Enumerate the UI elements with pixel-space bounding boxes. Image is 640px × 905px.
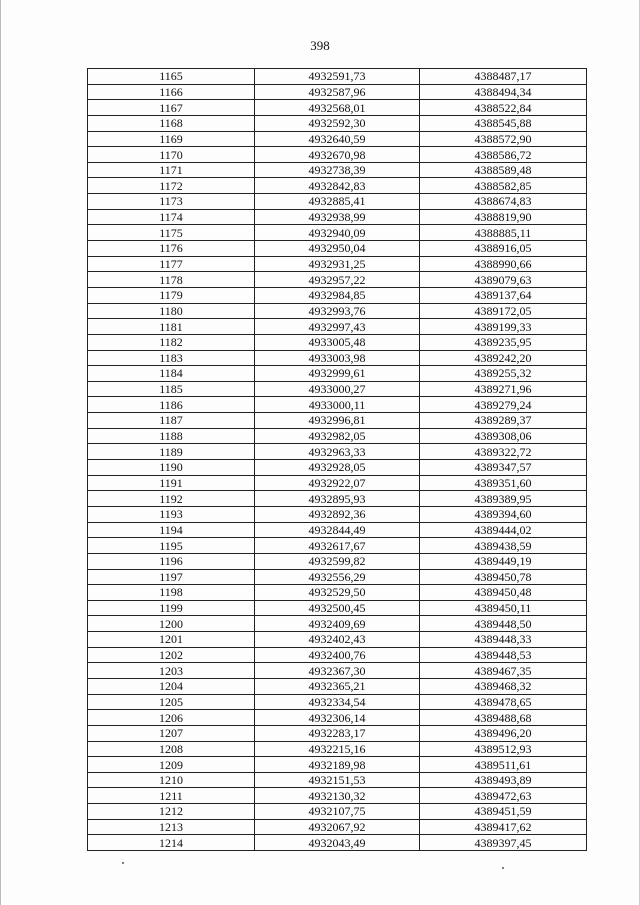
x-coordinate-cell: 4932043,49 xyxy=(255,835,420,851)
table-row xyxy=(88,381,587,397)
y-coordinate-cell: 4388916,05 xyxy=(420,241,587,257)
point-number-cell: 1176 xyxy=(88,241,255,257)
y-coordinate-cell: 4389449,19 xyxy=(420,553,587,569)
x-coordinate-cell: 4932982,05 xyxy=(255,428,420,444)
x-coordinate-cell: 4932738,39 xyxy=(255,162,420,178)
y-coordinate-cell: 4389289,37 xyxy=(420,413,587,429)
table-row xyxy=(88,694,587,710)
y-coordinate-cell: 4389451,59 xyxy=(420,804,587,820)
table-row xyxy=(88,428,587,444)
y-coordinate-cell: 4389493,89 xyxy=(420,772,587,788)
y-coordinate-cell: 4389235,95 xyxy=(420,334,587,350)
point-number-cell: 1210 xyxy=(88,772,255,788)
y-coordinate-cell: 4389448,53 xyxy=(420,647,587,663)
x-coordinate-cell: 4932306,14 xyxy=(255,710,420,726)
y-coordinate-cell: 4389488,68 xyxy=(420,710,587,726)
x-coordinate-cell: 4932334,54 xyxy=(255,694,420,710)
table-row xyxy=(88,757,587,773)
table-row xyxy=(88,741,587,757)
coordinates-table xyxy=(87,68,587,851)
table-row xyxy=(88,303,587,319)
x-coordinate-cell: 4932568,01 xyxy=(255,100,420,116)
table-row xyxy=(88,100,587,116)
point-number-cell: 1193 xyxy=(88,506,255,522)
x-coordinate-cell: 4932892,36 xyxy=(255,506,420,522)
table-row xyxy=(88,319,587,335)
y-coordinate-cell: 4389496,20 xyxy=(420,725,587,741)
y-coordinate-cell: 4388487,17 xyxy=(420,69,587,85)
table-row xyxy=(88,334,587,350)
table-row xyxy=(88,772,587,788)
point-number-cell: 1195 xyxy=(88,538,255,554)
y-coordinate-cell: 4389279,24 xyxy=(420,397,587,413)
table-row xyxy=(88,835,587,851)
table-row xyxy=(88,725,587,741)
x-coordinate-cell: 4932151,53 xyxy=(255,772,420,788)
x-coordinate-cell: 4932107,75 xyxy=(255,804,420,820)
table-row xyxy=(88,272,587,288)
point-number-cell: 1166 xyxy=(88,84,255,100)
table-row xyxy=(88,178,587,194)
y-coordinate-cell: 4389478,65 xyxy=(420,694,587,710)
x-coordinate-cell: 4932963,33 xyxy=(255,444,420,460)
table-row xyxy=(88,819,587,835)
point-number-cell: 1209 xyxy=(88,757,255,773)
point-number-cell: 1170 xyxy=(88,147,255,163)
y-coordinate-cell: 4389255,32 xyxy=(420,366,587,382)
point-number-cell: 1212 xyxy=(88,804,255,820)
table-row xyxy=(88,553,587,569)
point-number-cell: 1173 xyxy=(88,194,255,210)
table-row xyxy=(88,788,587,804)
coordinates-table-body xyxy=(88,69,587,851)
y-coordinate-cell: 4389079,63 xyxy=(420,272,587,288)
y-coordinate-cell: 4389137,64 xyxy=(420,287,587,303)
point-number-cell: 1201 xyxy=(88,632,255,648)
y-coordinate-cell: 4389199,33 xyxy=(420,319,587,335)
page-number: 398 xyxy=(310,38,330,53)
x-coordinate-cell: 4932895,93 xyxy=(255,491,420,507)
y-coordinate-cell: 4389242,20 xyxy=(420,350,587,366)
y-coordinate-cell: 4388990,66 xyxy=(420,256,587,272)
table-row xyxy=(88,209,587,225)
point-number-cell: 1213 xyxy=(88,819,255,835)
point-number-cell: 1188 xyxy=(88,428,255,444)
point-number-cell: 1184 xyxy=(88,366,255,382)
y-coordinate-cell: 4388522,84 xyxy=(420,100,587,116)
x-coordinate-cell: 4933003,98 xyxy=(255,350,420,366)
point-number-cell: 1187 xyxy=(88,413,255,429)
y-coordinate-cell: 4389450,48 xyxy=(420,585,587,601)
x-coordinate-cell: 4932957,22 xyxy=(255,272,420,288)
table-row xyxy=(88,710,587,726)
y-coordinate-cell: 4388589,48 xyxy=(420,162,587,178)
table-row xyxy=(88,663,587,679)
table-row xyxy=(88,491,587,507)
x-coordinate-cell: 4932599,82 xyxy=(255,553,420,569)
table-row xyxy=(88,538,587,554)
y-coordinate-cell: 4388674,83 xyxy=(420,194,587,210)
x-coordinate-cell: 4932409,69 xyxy=(255,616,420,632)
table-row xyxy=(88,287,587,303)
table-row xyxy=(88,69,587,85)
table-row xyxy=(88,522,587,538)
x-coordinate-cell: 4932885,41 xyxy=(255,194,420,210)
y-coordinate-cell: 4389448,50 xyxy=(420,616,587,632)
point-number-cell: 1175 xyxy=(88,225,255,241)
x-coordinate-cell: 4932993,76 xyxy=(255,303,420,319)
point-number-cell: 1165 xyxy=(88,69,255,85)
point-number-cell: 1204 xyxy=(88,678,255,694)
point-number-cell: 1189 xyxy=(88,444,255,460)
y-coordinate-cell: 4389467,35 xyxy=(420,663,587,679)
y-coordinate-cell: 4388819,90 xyxy=(420,209,587,225)
x-coordinate-cell: 4932617,67 xyxy=(255,538,420,554)
y-coordinate-cell: 4389511,61 xyxy=(420,757,587,773)
table-row xyxy=(88,678,587,694)
point-number-cell: 1190 xyxy=(88,460,255,476)
table-row xyxy=(88,241,587,257)
x-coordinate-cell: 4932400,76 xyxy=(255,647,420,663)
point-number-cell: 1202 xyxy=(88,647,255,663)
point-number-cell: 1174 xyxy=(88,209,255,225)
y-coordinate-cell: 4389512,93 xyxy=(420,741,587,757)
y-coordinate-cell: 4388572,90 xyxy=(420,131,587,147)
table-row xyxy=(88,804,587,820)
y-coordinate-cell: 4389172,05 xyxy=(420,303,587,319)
x-coordinate-cell: 4932365,21 xyxy=(255,678,420,694)
point-number-cell: 1180 xyxy=(88,303,255,319)
table-row xyxy=(88,225,587,241)
table-row xyxy=(88,147,587,163)
table-row xyxy=(88,115,587,131)
y-coordinate-cell: 4389472,63 xyxy=(420,788,587,804)
point-number-cell: 1205 xyxy=(88,694,255,710)
y-coordinate-cell: 4389389,95 xyxy=(420,491,587,507)
x-coordinate-cell: 4932999,61 xyxy=(255,366,420,382)
point-number-cell: 1196 xyxy=(88,553,255,569)
table-row xyxy=(88,131,587,147)
point-number-cell: 1186 xyxy=(88,397,255,413)
point-number-cell: 1191 xyxy=(88,475,255,491)
x-coordinate-cell: 4932940,09 xyxy=(255,225,420,241)
table-row xyxy=(88,632,587,648)
table-row xyxy=(88,350,587,366)
x-coordinate-cell: 4932842,83 xyxy=(255,178,420,194)
scan-speck xyxy=(122,862,124,864)
x-coordinate-cell: 4932529,50 xyxy=(255,585,420,601)
point-number-cell: 1192 xyxy=(88,491,255,507)
y-coordinate-cell: 4389450,11 xyxy=(420,600,587,616)
y-coordinate-cell: 4389397,45 xyxy=(420,835,587,851)
x-coordinate-cell: 4932928,05 xyxy=(255,460,420,476)
x-coordinate-cell: 4932844,49 xyxy=(255,522,420,538)
y-coordinate-cell: 4389347,57 xyxy=(420,460,587,476)
scan-edge-left xyxy=(0,0,1,905)
point-number-cell: 1172 xyxy=(88,178,255,194)
y-coordinate-cell: 4389351,60 xyxy=(420,475,587,491)
y-coordinate-cell: 4389438,59 xyxy=(420,538,587,554)
table-row xyxy=(88,194,587,210)
y-coordinate-cell: 4389450,78 xyxy=(420,569,587,585)
table-row xyxy=(88,475,587,491)
x-coordinate-cell: 4933000,11 xyxy=(255,397,420,413)
table-row xyxy=(88,600,587,616)
table-row xyxy=(88,585,587,601)
point-number-cell: 1208 xyxy=(88,741,255,757)
table-row xyxy=(88,569,587,585)
x-coordinate-cell: 4932997,43 xyxy=(255,319,420,335)
x-coordinate-cell: 4932591,73 xyxy=(255,69,420,85)
y-coordinate-cell: 4388586,72 xyxy=(420,147,587,163)
y-coordinate-cell: 4389417,62 xyxy=(420,819,587,835)
point-number-cell: 1197 xyxy=(88,569,255,585)
y-coordinate-cell: 4389271,96 xyxy=(420,381,587,397)
table-row xyxy=(88,84,587,100)
point-number-cell: 1178 xyxy=(88,272,255,288)
point-number-cell: 1177 xyxy=(88,256,255,272)
x-coordinate-cell: 4932556,29 xyxy=(255,569,420,585)
y-coordinate-cell: 4389308,06 xyxy=(420,428,587,444)
point-number-cell: 1185 xyxy=(88,381,255,397)
point-number-cell: 1206 xyxy=(88,710,255,726)
table-row xyxy=(88,256,587,272)
table-row xyxy=(88,162,587,178)
point-number-cell: 1167 xyxy=(88,100,255,116)
table-row xyxy=(88,616,587,632)
x-coordinate-cell: 4932067,92 xyxy=(255,819,420,835)
scan-speck xyxy=(502,867,504,869)
x-coordinate-cell: 4933005,48 xyxy=(255,334,420,350)
x-coordinate-cell: 4932367,30 xyxy=(255,663,420,679)
point-number-cell: 1199 xyxy=(88,600,255,616)
x-coordinate-cell: 4932215,16 xyxy=(255,741,420,757)
x-coordinate-cell: 4932938,99 xyxy=(255,209,420,225)
point-number-cell: 1168 xyxy=(88,115,255,131)
y-coordinate-cell: 4388582,85 xyxy=(420,178,587,194)
x-coordinate-cell: 4932950,04 xyxy=(255,241,420,257)
point-number-cell: 1179 xyxy=(88,287,255,303)
x-coordinate-cell: 4932587,96 xyxy=(255,84,420,100)
x-coordinate-cell: 4932922,07 xyxy=(255,475,420,491)
y-coordinate-cell: 4388494,34 xyxy=(420,84,587,100)
y-coordinate-cell: 4388885,11 xyxy=(420,225,587,241)
table-row xyxy=(88,506,587,522)
y-coordinate-cell: 4389448,33 xyxy=(420,632,587,648)
x-coordinate-cell: 4933000,27 xyxy=(255,381,420,397)
table-row xyxy=(88,460,587,476)
point-number-cell: 1194 xyxy=(88,522,255,538)
x-coordinate-cell: 4932402,43 xyxy=(255,632,420,648)
table-row xyxy=(88,444,587,460)
point-number-cell: 1181 xyxy=(88,319,255,335)
point-number-cell: 1183 xyxy=(88,350,255,366)
x-coordinate-cell: 4932640,59 xyxy=(255,131,420,147)
x-coordinate-cell: 4932283,17 xyxy=(255,725,420,741)
y-coordinate-cell: 4389322,72 xyxy=(420,444,587,460)
x-coordinate-cell: 4932931,25 xyxy=(255,256,420,272)
point-number-cell: 1171 xyxy=(88,162,255,178)
y-coordinate-cell: 4389468,32 xyxy=(420,678,587,694)
point-number-cell: 1203 xyxy=(88,663,255,679)
point-number-cell: 1207 xyxy=(88,725,255,741)
x-coordinate-cell: 4932996,81 xyxy=(255,413,420,429)
point-number-cell: 1182 xyxy=(88,334,255,350)
x-coordinate-cell: 4932592,30 xyxy=(255,115,420,131)
x-coordinate-cell: 4932670,98 xyxy=(255,147,420,163)
y-coordinate-cell: 4389394,60 xyxy=(420,506,587,522)
point-number-cell: 1211 xyxy=(88,788,255,804)
point-number-cell: 1169 xyxy=(88,131,255,147)
y-coordinate-cell: 4388545,88 xyxy=(420,115,587,131)
x-coordinate-cell: 4932130,32 xyxy=(255,788,420,804)
x-coordinate-cell: 4932500,45 xyxy=(255,600,420,616)
table-row xyxy=(88,647,587,663)
x-coordinate-cell: 4932189,98 xyxy=(255,757,420,773)
point-number-cell: 1214 xyxy=(88,835,255,851)
point-number-cell: 1200 xyxy=(88,616,255,632)
point-number-cell: 1198 xyxy=(88,585,255,601)
x-coordinate-cell: 4932984,85 xyxy=(255,287,420,303)
table-row xyxy=(88,413,587,429)
table-row xyxy=(88,397,587,413)
y-coordinate-cell: 4389444,02 xyxy=(420,522,587,538)
table-row xyxy=(88,366,587,382)
